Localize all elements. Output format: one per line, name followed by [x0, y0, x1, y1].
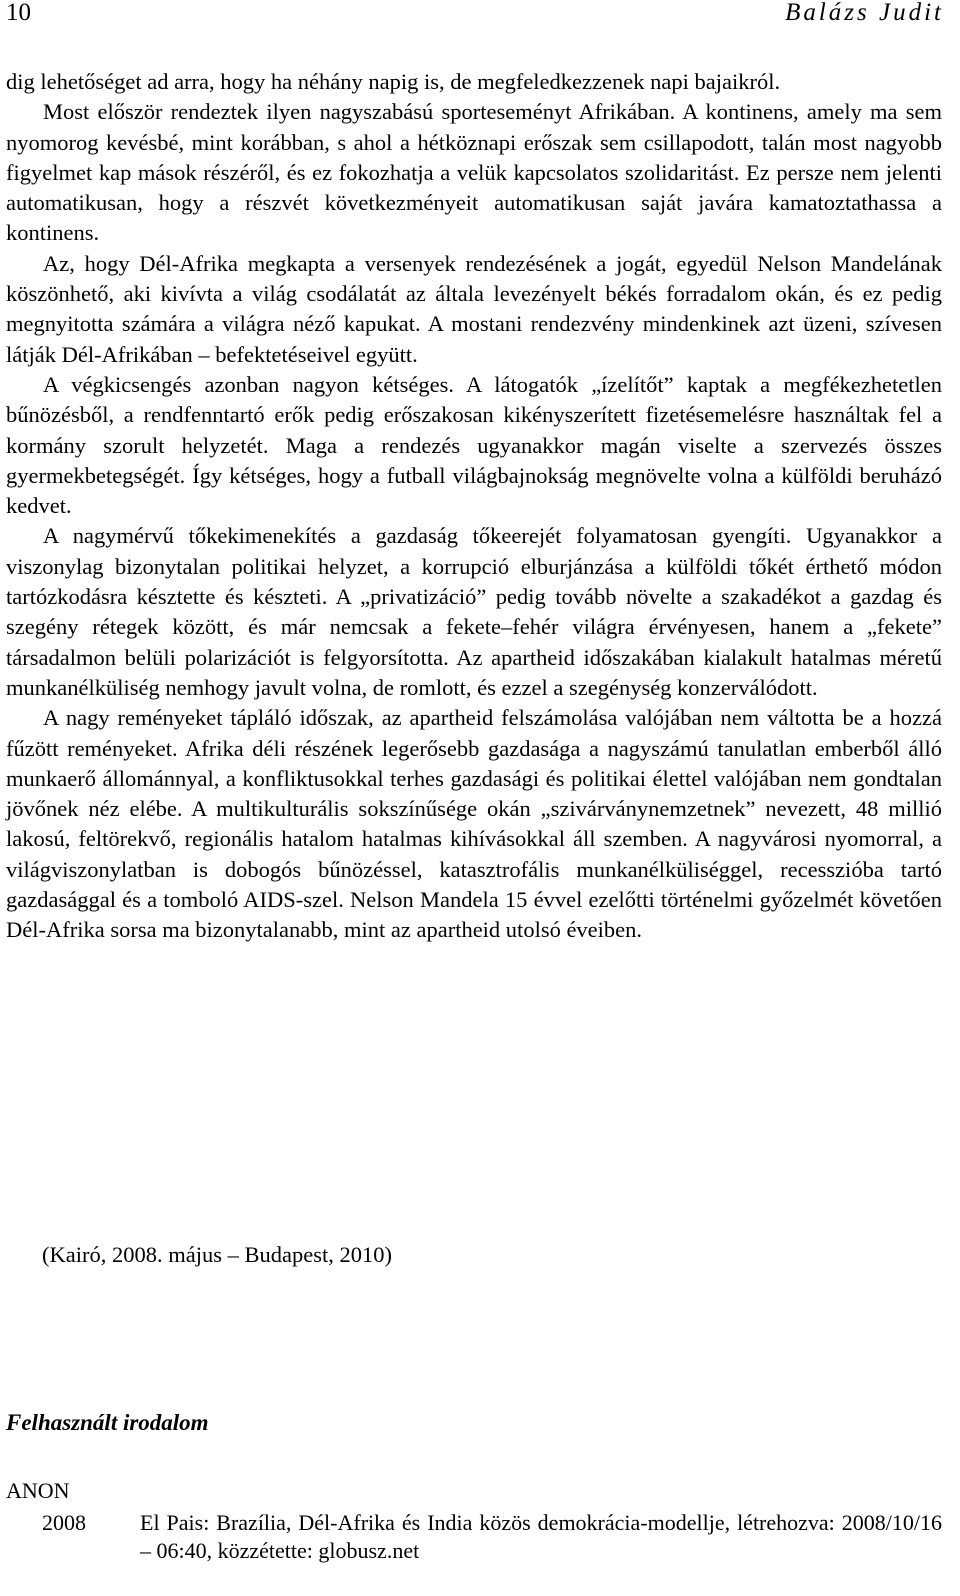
paragraph-continued: dig lehetőséget ad arra, hogy ha néhány napig is, de megfeledkezzenek napi bajaikról. [6, 69, 781, 94]
paragraph: Az, hogy Dél-Afrika megkapta a versenyek rendezésének a jogát, egyedül Nelson Mandelának köszönhető, aki kivívta a világ csodálatát az általa levezényelt békés forradalom okán, és ez pedig megnyitotta számára a világra néző kapukat. A mostani rendezvény mindenkinek azt üzeni, szívesen látják Dél-Afrikában – befektetéseivel együtt. [6, 250, 942, 367]
paragraph: Most először rendeztek ilyen nagyszabású sporteseményt Afrikában. A kontinens, amely ma sem nyomorog kevésbé, mint korábban, s ahol a hétköznapi erőszak sem csillapodott, talán most nagyobb figyelmet kap mások részéről, és ez fokozhatja a velük kapcsolatos szolidaritást. Ez persze nem jelenti automatikusan, hogy a részvét következményeit automatikusan saját javára kamatoztathassa a kontinens. [6, 99, 942, 246]
reference-year: 2008 [42, 1510, 86, 1535]
paragraph: A nagymérvű tőkekimenekítés a gazdaság tőkeerejét folyamatosan gyengíti. Ugyanakkor a viszonylag bizonytalan politikai helyzet, a korrupció elburjánzása a külföldi tőkét érthető módon tartózkodásra késztette és készteti. A „privatizáció” pedig tovább növelte a szakadékot a gazdag és szegény rétegek között, és már nemcsak a fekete–fehér világra érvényesen, hanem a „fekete” társadalmon belüli polarizációt is felgyorsította. Az apartheid időszakában kialakult hatalmas méretű munkanélküliség nemhogy javult volna, de romlott, és ezzel a szegénység konzerválódott. [6, 523, 942, 700]
running-header-author: Balázs Judit [785, 0, 944, 26]
page-header [6, 0, 944, 34]
dateline: (Kairó, 2008. május – Budapest, 2010) [42, 1242, 392, 1267]
references-heading: Felhasznált irodalom [6, 1410, 209, 1435]
paragraph: A végkicsengés azonban nagyon kétséges. A látogatók „ízelítőt” kaptak a megfékezhetetlen bűnözésből, a rendfenntartó erők pedig erőszakosan kikényszerített fizetésemelésre használtak fel a kormány szorult helyzetét. Maga a rendezés ugyanakkor magán viselte a szervezés összes gyermekbetegségét. Így kétséges, hogy a futball világbajnokság megnövelte volna a külföldi beruházó kedvet. [6, 371, 942, 519]
body-text [6, 67, 942, 946]
page-number: 10 [6, 0, 31, 26]
reference-author: ANON [6, 1478, 70, 1503]
reference-entry: El Pais: Brazília, Dél-Afrika és India közös demokrácia-modellje, létrehozva: 2008/10/16 – 06:40, közzétette: globusz.net [140, 1510, 942, 1563]
paragraph: A nagy reményeket tápláló időszak, az apartheid felszámolása valójában nem váltotta be a hozzá fűzött reményeket. Afrika déli részének legerősebb gazdasága a nagyszámú tanulatlan emberből álló munkaerő állománnyal, a konfliktusokkal terhes gazdasági és politikai élettel valójában nem gondtalan jövőnek néz elébe. A multikulturális sokszínűsége okán „szivárványnemzetnek” nevezett, 48 millió lakosú, feltörekvő, regionális hatalom hatalmas kihívásokkal áll szemben. A nagyvárosi nyomorral, a világviszonylatban is dobogós bűnözéssel, katasztrofális munkanélküliséggel, recesszióba tartó gazdasággal és a tomboló AIDS-szel. Nelson Mandela 15 évvel ezelőtti történelmi győzelmét követően Dél-Afrika sorsa ma bizonytalanabb, mint az apartheid utolsó éveiben. [6, 705, 942, 943]
